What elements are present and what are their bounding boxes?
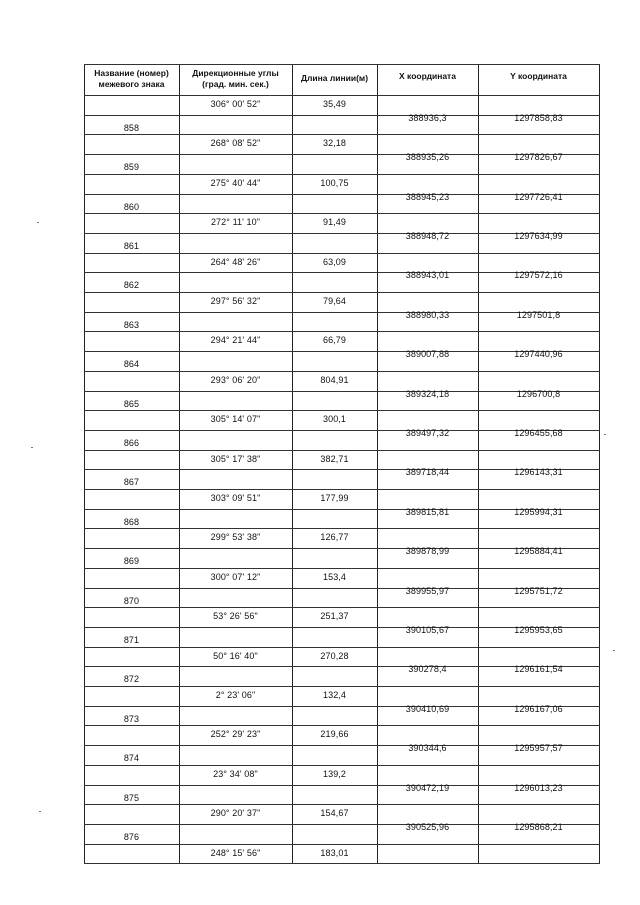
grid-vertical-line: [84, 64, 85, 863]
line-length-cell: 79,64: [322, 296, 347, 306]
boundary-point-name: 874: [123, 753, 140, 763]
line-length-cell: 32,18: [322, 138, 347, 148]
y-coordinate-cell: 1295994,31: [514, 507, 563, 517]
header-name: [84, 68, 179, 90]
grid-horizontal-line: [84, 64, 600, 65]
line-length-cell: 154,67: [320, 808, 349, 818]
y-coordinate-cell: 1296143,31: [514, 467, 563, 477]
header-y: Y координата: [510, 71, 567, 81]
direction-angle-cell: 2° 23' 06": [215, 690, 256, 700]
x-coordinate-cell: 388945,23: [405, 192, 450, 202]
y-coordinate-cell: 1296013,23: [514, 783, 563, 793]
boundary-point-name: 859: [123, 162, 140, 172]
y-coordinate-cell: 1296455,68: [514, 428, 563, 438]
line-length-cell: 63,09: [322, 257, 347, 267]
scan-speck: [39, 811, 41, 812]
boundary-point-name: 860: [123, 202, 140, 212]
line-length-cell: 177,99: [320, 493, 349, 503]
direction-angle-cell: 293° 06' 20": [210, 375, 261, 385]
boundary-point-name: 858: [123, 123, 140, 133]
grid-horizontal-line: [84, 647, 600, 648]
direction-angle-cell: 272° 11' 10": [210, 217, 261, 227]
x-coordinate-cell: 389955,97: [405, 586, 450, 596]
direction-angle-cell: 290° 20' 37": [210, 808, 261, 818]
scan-speck: [37, 222, 39, 223]
boundary-point-name: 871: [123, 635, 140, 645]
y-coordinate-cell: 1295957,57: [514, 743, 563, 753]
x-coordinate-cell: 389815,81: [405, 507, 450, 517]
direction-angle-cell: 252° 29' 23": [210, 729, 261, 739]
x-coordinate-cell: 390105,67: [405, 625, 450, 635]
boundary-point-name: 862: [123, 280, 140, 290]
line-length-cell: 219,66: [320, 729, 349, 739]
line-length-cell: 153,4: [322, 572, 347, 582]
line-length-cell: 139,2: [322, 769, 347, 779]
grid-horizontal-line: [84, 331, 600, 332]
y-coordinate-cell: 1295884,41: [514, 546, 563, 556]
direction-angle-cell: 306° 00' 52": [210, 99, 261, 109]
header-name-line2: межевого знака: [98, 79, 165, 89]
line-length-cell: 382,71: [320, 454, 349, 464]
y-coordinate-cell: 1297858,83: [514, 113, 563, 123]
boundary-point-name: 868: [123, 517, 140, 527]
grid-horizontal-line: [84, 450, 600, 451]
direction-angle-cell: 294° 21' 44": [210, 335, 261, 345]
grid-horizontal-line: [84, 292, 600, 293]
grid-horizontal-line: [84, 844, 600, 845]
y-coordinate-cell: 1295953,65: [514, 625, 563, 635]
line-length-cell: 132,4: [322, 690, 347, 700]
grid-horizontal-line: [84, 607, 600, 608]
x-coordinate-cell: 390344,6: [408, 743, 447, 753]
y-coordinate-cell: 1296700,8: [516, 389, 561, 399]
line-length-cell: 91,49: [322, 217, 347, 227]
header-angle-line1: Дирекционные углы: [192, 68, 279, 78]
y-coordinate-cell: 1297634,99: [514, 231, 563, 241]
boundary-point-name: 864: [123, 359, 140, 369]
direction-angle-cell: 264° 48' 26": [210, 257, 261, 267]
x-coordinate-cell: 389878,99: [405, 546, 450, 556]
boundary-point-name: 865: [123, 399, 140, 409]
direction-angle-cell: 305° 14' 07": [210, 414, 261, 424]
x-coordinate-cell: 388943,01: [405, 270, 450, 280]
line-length-cell: 804,91: [320, 375, 349, 385]
y-coordinate-cell: 1296161,54: [514, 664, 563, 674]
x-coordinate-cell: 388980,33: [405, 310, 450, 320]
grid-horizontal-line: [84, 95, 600, 96]
y-coordinate-cell: 1297726,41: [514, 192, 563, 202]
direction-angle-cell: 305° 17' 38": [210, 454, 261, 464]
x-coordinate-cell: 390525,96: [405, 822, 450, 832]
grid-horizontal-line: [84, 253, 600, 254]
boundary-point-name: 869: [123, 556, 140, 566]
boundary-point-name: 867: [123, 477, 140, 487]
y-coordinate-cell: 1295751,72: [514, 586, 563, 596]
x-coordinate-cell: 388935,26: [405, 152, 450, 162]
grid-horizontal-line: [84, 134, 600, 135]
grid-horizontal-line: [84, 213, 600, 214]
x-coordinate-cell: 390278,4: [408, 664, 447, 674]
header-length: Длина линии(м): [300, 73, 369, 83]
line-length-cell: 126,77: [320, 532, 349, 542]
direction-angle-cell: 53° 26' 56": [213, 611, 258, 621]
direction-angle-cell: 275° 40' 44": [210, 178, 261, 188]
header-name-line1: Название (номер): [94, 68, 169, 78]
line-length-cell: 66,79: [322, 335, 347, 345]
direction-angle-cell: 303° 09' 51": [210, 493, 261, 503]
y-coordinate-cell: 1297501,8: [516, 310, 561, 320]
y-coordinate-cell: 1297826,67: [514, 152, 563, 162]
boundary-point-name: 861: [123, 241, 140, 251]
x-coordinate-cell: 388936,3: [408, 113, 447, 123]
direction-angle-cell: 50° 16' 40": [213, 651, 258, 661]
boundary-point-name: 876: [123, 832, 140, 842]
line-length-cell: 35,49: [322, 99, 347, 109]
header-angle: [179, 68, 292, 90]
grid-horizontal-line: [84, 686, 600, 687]
x-coordinate-cell: 389007,88: [405, 349, 450, 359]
scan-speck: [613, 650, 615, 651]
header-x: X координата: [399, 71, 456, 81]
direction-angle-cell: 268° 08' 52": [210, 138, 261, 148]
grid-horizontal-line: [84, 804, 600, 805]
boundary-point-name: 875: [123, 793, 140, 803]
x-coordinate-cell: 390472,19: [405, 783, 450, 793]
grid-horizontal-line: [84, 489, 600, 490]
x-coordinate-cell: 389718,44: [405, 467, 450, 477]
grid-horizontal-line: [84, 528, 600, 529]
grid-vertical-line: [599, 64, 600, 863]
direction-angle-cell: 23° 34' 08": [213, 769, 258, 779]
direction-angle-cell: 300° 07' 12": [210, 572, 261, 582]
y-coordinate-cell: 1296167,06: [514, 704, 563, 714]
y-coordinate-cell: 1297440,96: [514, 349, 563, 359]
boundary-point-name: 863: [123, 320, 140, 330]
grid-horizontal-line: [84, 725, 600, 726]
direction-angle-cell: 299° 53' 38": [210, 532, 261, 542]
x-coordinate-cell: 389324,18: [405, 389, 450, 399]
scan-speck: [31, 447, 33, 448]
line-length-cell: 251,37: [320, 611, 349, 621]
grid-horizontal-line: [84, 174, 600, 175]
direction-angle-cell: 248° 15' 56": [210, 848, 261, 858]
grid-horizontal-line: [84, 410, 600, 411]
grid-horizontal-line: [84, 765, 600, 766]
y-coordinate-cell: 1295868,21: [514, 822, 563, 832]
scan-speck: [604, 434, 606, 435]
line-length-cell: 270,28: [320, 651, 349, 661]
boundary-point-name: 873: [123, 714, 140, 724]
boundary-point-name: 870: [123, 596, 140, 606]
grid-horizontal-line: [84, 371, 600, 372]
x-coordinate-cell: 389497,32: [405, 428, 450, 438]
line-length-cell: 183,01: [320, 848, 349, 858]
line-length-cell: 100,75: [320, 178, 349, 188]
y-coordinate-cell: 1297572,16: [514, 270, 563, 280]
boundary-point-name: 866: [123, 438, 140, 448]
line-length-cell: 300,1: [322, 414, 347, 424]
header-angle-line2: (град. мин. сек.): [202, 79, 269, 89]
grid-horizontal-line: [84, 568, 600, 569]
direction-angle-cell: 297° 56' 32": [210, 296, 261, 306]
boundary-point-name: 872: [123, 674, 140, 684]
grid-horizontal-line: [84, 863, 600, 864]
x-coordinate-cell: 388948,72: [405, 231, 450, 241]
x-coordinate-cell: 390410,69: [405, 704, 450, 714]
